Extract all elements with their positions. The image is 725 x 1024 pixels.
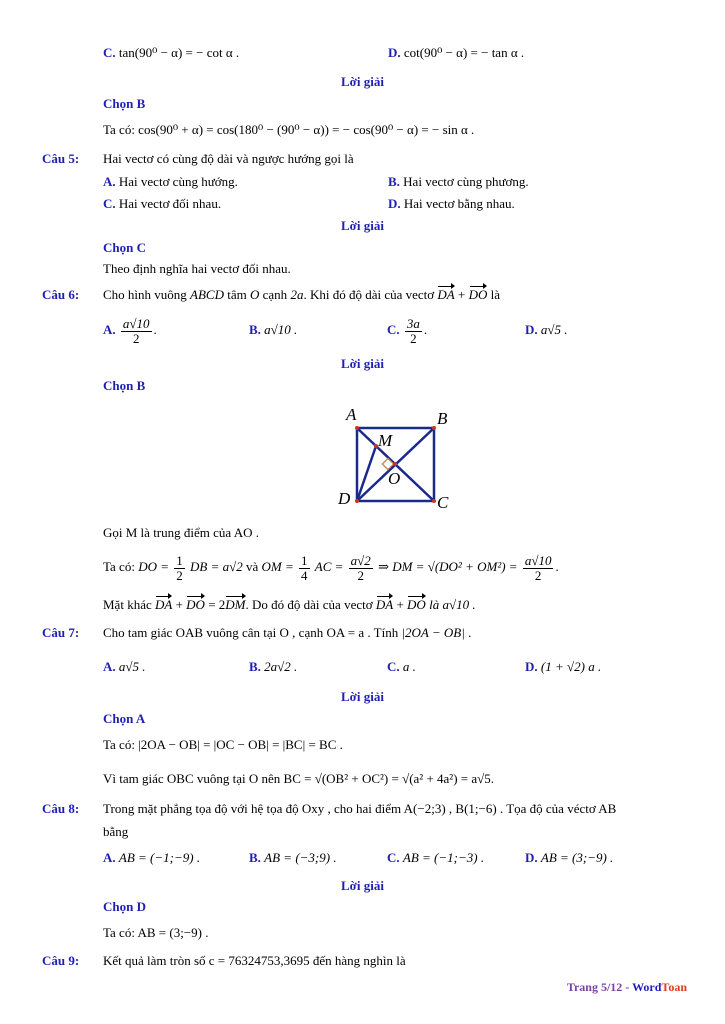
vector-do: DO [468,287,488,302]
q8-option-d: D. AB = (3;−9) . [525,850,614,865]
q6-solution-1: Gọi M là trung điểm của AO . [103,525,259,540]
q4-solution: Ta có: cos(90⁰ + α) = cos(180⁰ − (90⁰ − α)) = − cos(90⁰ − α) = − sin α . [103,122,475,137]
q6-option-a: A. $\frac{a√10}{2}$ . [103,315,157,346]
q8-option-c: C. AB = (−1;−3) . [387,850,485,865]
q5-option-d: D. Hai vectơ bằng nhau. [388,196,515,211]
point-o [393,462,397,466]
footer-page-number: Trang 5/12 - [566,980,630,994]
q6-answer: Chọn B [103,378,146,393]
q9-number: Câu 9: [42,953,80,968]
square-figure [330,400,460,515]
q7-question: Cho tam giác OAB vuông cân tại O , cạnh OA = a . Tính |2OA − OB| . [103,625,472,640]
q7-solution-2: Vì tam giác OBC vuông tại O nên BC = √(OB² + OC²) = √(a² + 4a²) = a√5. [103,771,495,786]
q7-option-c: C. a . [387,659,416,674]
q6-number: Câu 6: [42,287,80,302]
loi-giai-heading: Lời giải [341,218,384,233]
q6-solution-3: Mặt khác DA + DO = 2DM. Do đó độ dài của vectơ DA + DO là a√10 . [103,597,476,612]
label-o: O [388,469,401,488]
q5-answer: Chọn C [103,240,146,255]
page-footer [567,980,687,994]
q5-option-b: B. Hai vectơ cùng phương. [388,174,529,189]
q6-option-d: D. a√5 . [525,322,568,337]
label-m: M [378,431,393,450]
q5-option-a: A. Hai vectơ cùng hướng. [103,174,238,189]
q5-number: Câu 5: [42,151,80,166]
label-a: A [346,405,357,424]
q9-question: Kết quả làm tròn số c = 76324753,3695 đến hàng nghìn là [103,953,406,968]
q4-option-d: D. cot(90⁰ − α) = − tan α . [388,45,525,60]
point-b [432,426,436,430]
q5-solution: Theo định nghĩa hai vectơ đối nhau. [103,261,291,276]
loi-giai-heading: Lời giải [341,356,384,371]
q5-option-c: C. Hai vectơ đối nhau. [103,196,222,211]
q5-question: Hai vectơ có cùng độ dài và ngược hướng gọi là [103,151,354,166]
vector-da: DA [437,287,455,302]
loi-giai-heading: Lời giải [341,689,384,704]
q8-question: Trong mặt phẳng tọa độ với hệ tọa độ Oxy , cho hai điểm A(−2;3) , B(1;−6) . Tọa độ của véctơ AB [103,801,617,816]
q8-number: Câu 8: [42,801,80,816]
q6-question: Cho hình vuông ABCD tâm O cạnh 2a. Khi đó độ dài của vectơ DA + DO là [103,287,500,302]
loi-giai-heading: Lời giải [341,878,384,893]
q8-question-cont: bằng [103,824,129,839]
q7-option-b: B. 2a√2 . [249,659,298,674]
q7-option-a: A. a√5 . [103,659,146,674]
footer-brand-toan: Toan [661,980,687,994]
footer-brand-word: Word [632,980,662,994]
q6-option-c: C. $\frac{3a}{2}$ . [387,315,428,346]
q8-option-a: A. AB = (−1;−9) . [103,850,201,865]
q7-option-d: D. (1 + √2) a . [525,659,602,674]
point-d [355,499,359,503]
q6-option-b: B. a√10 . [249,322,298,337]
q8-answer: Chọn D [103,899,146,914]
label-c: C [437,493,449,512]
loi-giai-heading: Lời giải [341,74,384,89]
point-a [355,426,359,430]
q4-option-c: C. tan(90⁰ − α) = − cot α . [103,45,240,60]
q7-answer: Chọn A [103,711,146,726]
q7-number: Câu 7: [42,625,80,640]
q8-solution: Ta có: AB = (3;−9) . [103,925,209,940]
q8-option-b: B. AB = (−3;9) . [249,850,337,865]
label-d: D [338,489,351,508]
label-b: B [437,409,448,428]
point-c [432,499,436,503]
q6-solution-2: Ta có: DO = $\frac{1}{2}$ DB = a√2 và OM = $\frac{1}{4}$ AC = $\frac{a√2}{2}$ ⇒ DM = √(DO² + OM²) = $\frac{a√10}{2}$ . [103,552,559,583]
q4-answer: Chọn B [103,96,146,111]
q7-solution-1: Ta có: |2OA − OB| = |OC − OB| = |BC| = BC . [103,737,343,752]
